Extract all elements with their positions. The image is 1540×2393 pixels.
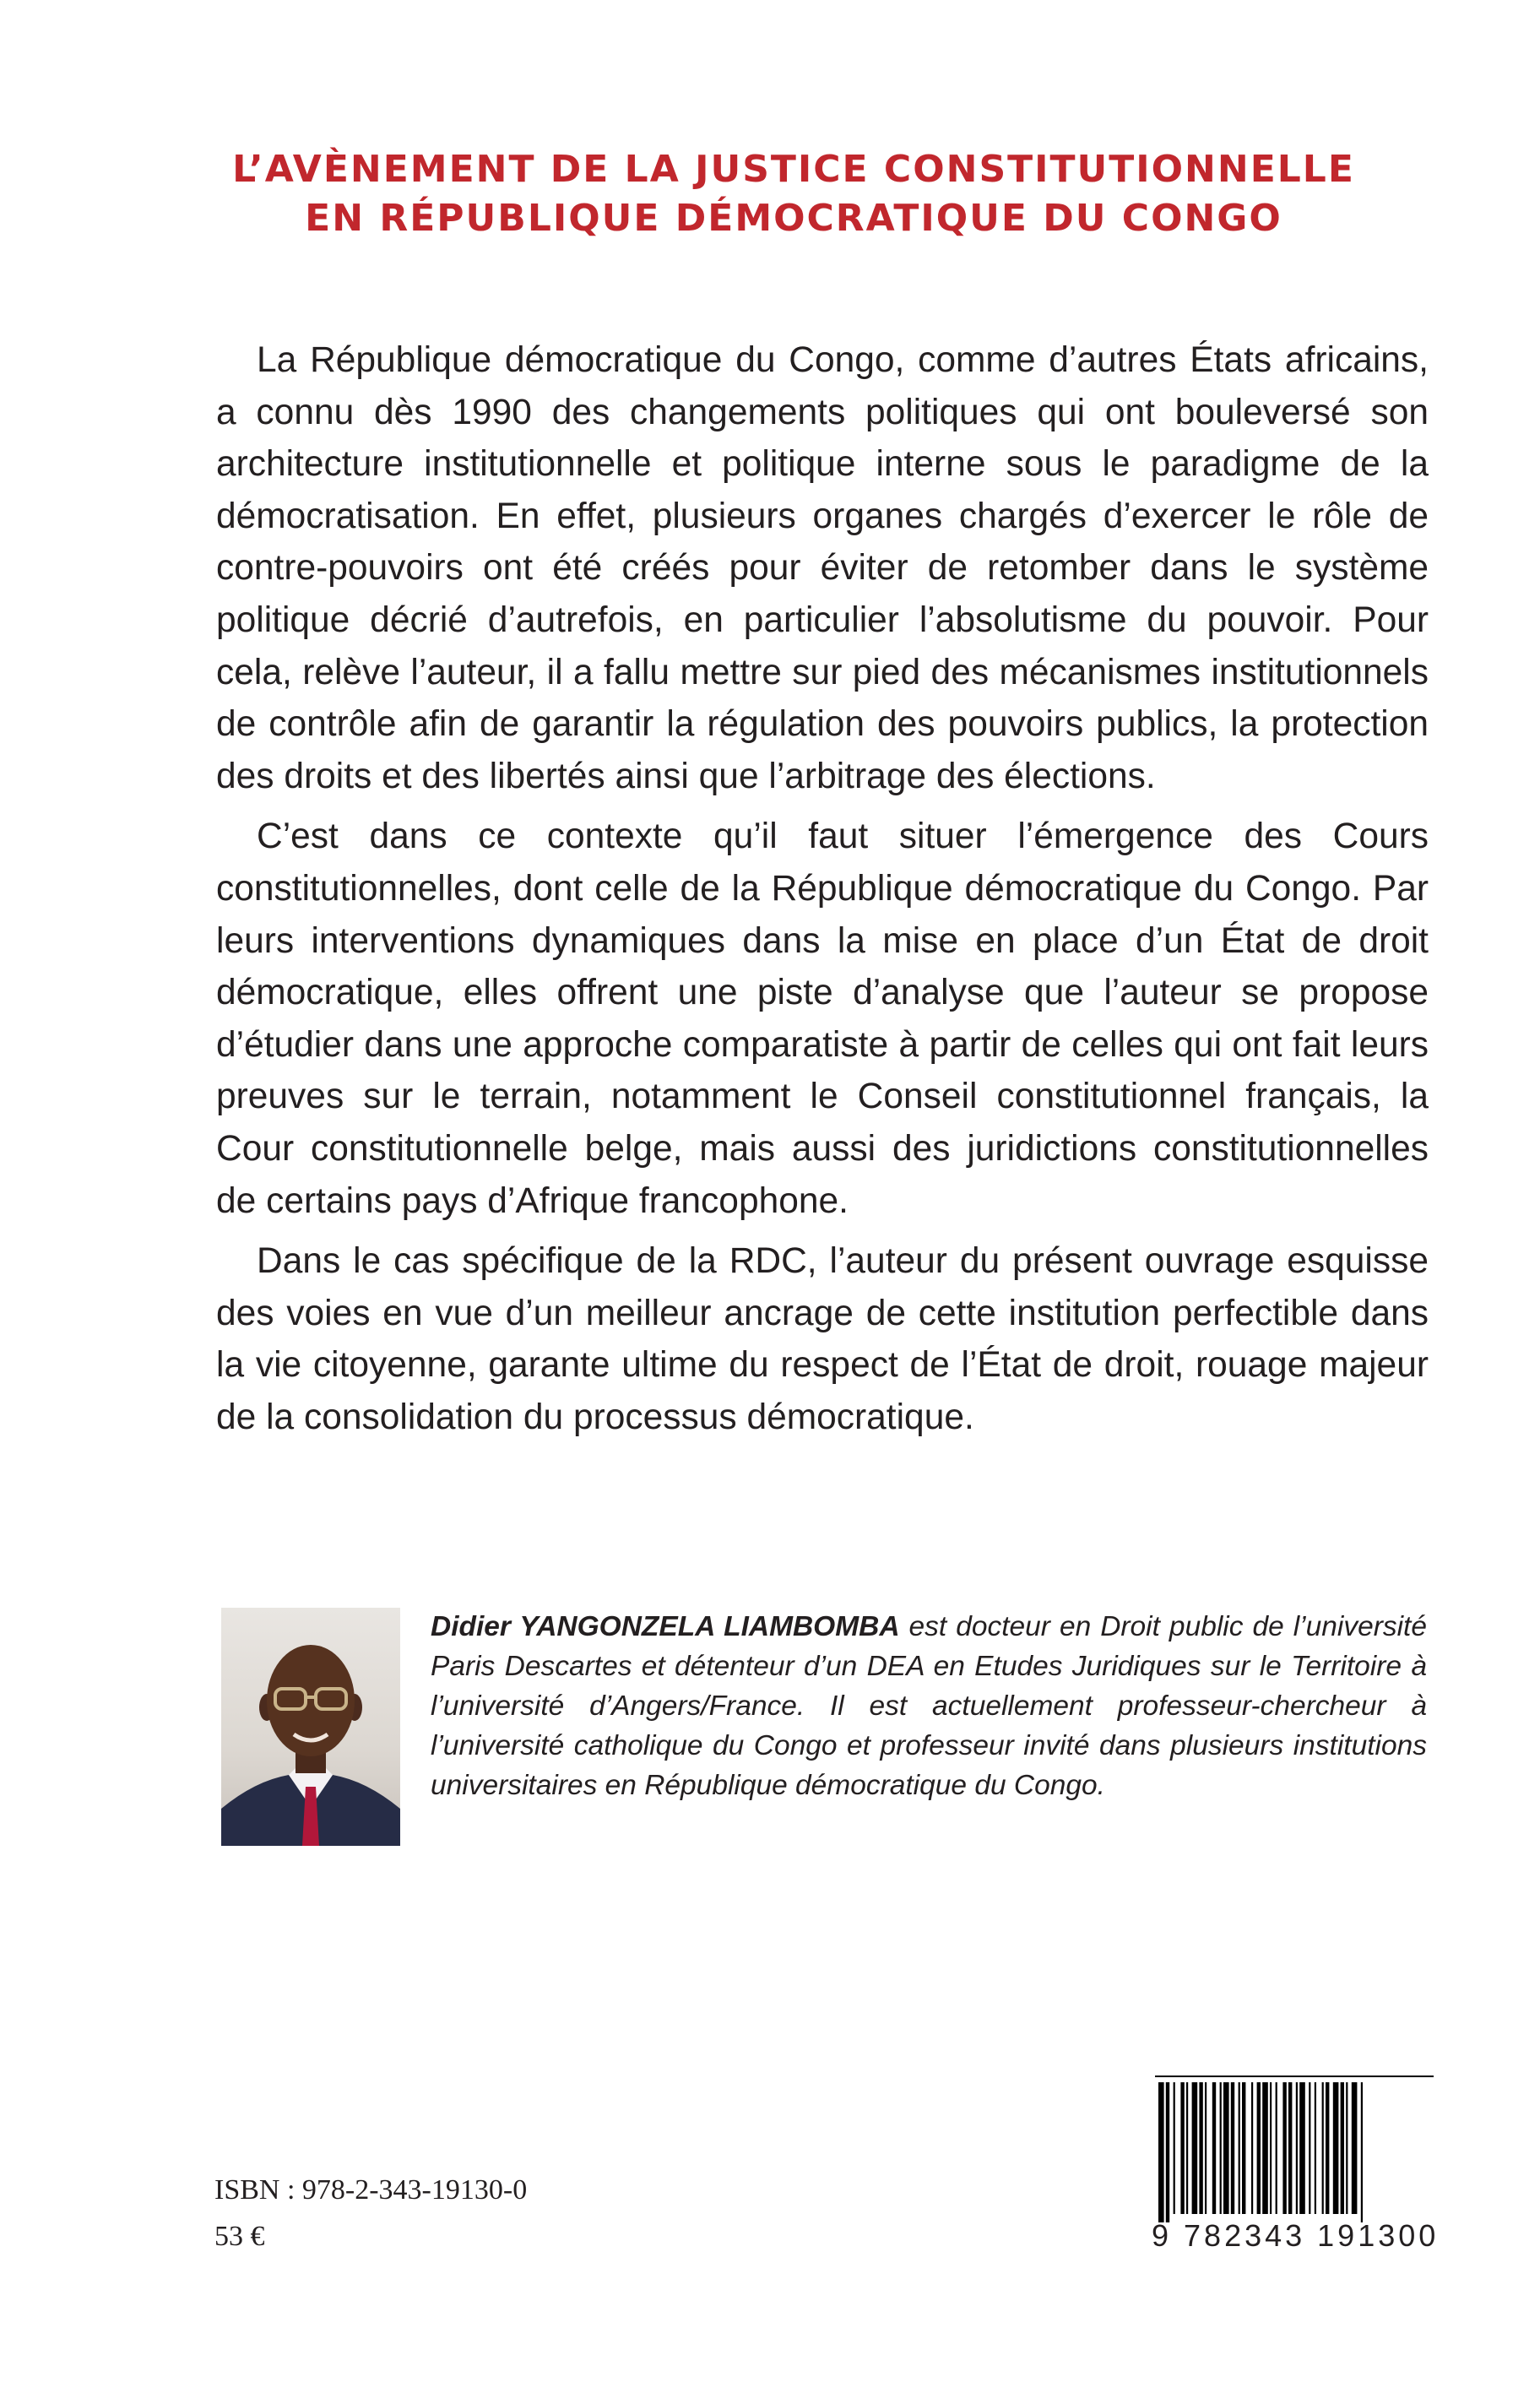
barcode-bar bbox=[1315, 2082, 1316, 2214]
blurb-paragraph-1: La République démocratique du Congo, comme d’autres États africains, a connu dès 1990 des changements politiques qui ont bouleversé son architecture institutionnelle et politique interne sous le paradigme de la démocratisation. En effet, plusieurs organes chargés d’exercer le rôle de contre-pouvoirs ont été créés pour éviter de retomber dans le système politique décrié d’autrefois, en particulier l’absolutisme du pouvoir. Pour cela, relève l’auteur, il a fallu mettre sur pied des mécanismes institutionnels de contrôle afin de garantir la régulation des pouvoirs publics, la protection des droits et des libertés ainsi que l’arbitrage des élections. bbox=[216, 340, 1429, 796]
author-bio bbox=[431, 1607, 1427, 1805]
blurb-paragraph-2: C’est dans ce contexte qu’il faut situer l’émergence des Cours constitutionnelles, dont celle de la République démocratique du Congo. Par leurs interventions dynamiques dans la mise en place d’un État de droit démocratique, elles offrent une piste d’analyse que l’auteur se propose d’étudier dans une approche comparatiste à partir de celles qui ont fait leurs preuves sur le terrain, notamment le Conseil constitutionnel français, la Cour constitutionnelle belge, mais aussi des juridictions constitutionnelles de certains pays d’Afrique francophone. bbox=[216, 817, 1429, 1221]
barcode-bar bbox=[1341, 2082, 1344, 2214]
barcode-bar bbox=[1174, 2082, 1175, 2214]
barcode-bar bbox=[1223, 2082, 1229, 2214]
barcode-bar bbox=[1346, 2082, 1348, 2214]
book-title bbox=[169, 145, 1418, 243]
barcode-bar bbox=[1239, 2082, 1240, 2214]
barcode-bar bbox=[1322, 2082, 1324, 2214]
barcode-bar bbox=[1288, 2082, 1292, 2214]
blurb-paragraph-3: Dans le cas spécifique de la RDC, l’auteur du présent ouvrage esquisse des voies en vue d’un meilleur ancrage de cette institution perfectible dans la vie citoyenne, garante ultime du respect de l’État de droit, rouage majeur de la consolidation du processus démocratique. bbox=[216, 1241, 1429, 1437]
barcode-bar bbox=[1166, 2082, 1169, 2222]
barcode-digits: 9 782343 191300 bbox=[1152, 2218, 1440, 2253]
barcode-bar bbox=[1192, 2082, 1198, 2214]
barcode-bar bbox=[1231, 2082, 1234, 2214]
barcode-bar bbox=[1251, 2082, 1253, 2214]
barcode-bar bbox=[1296, 2082, 1298, 2214]
book-title-line-2: EN RÉPUBLIQUE DÉMOCRATIQUE DU CONGO bbox=[305, 197, 1282, 240]
barcode-bar bbox=[1199, 2082, 1202, 2214]
author-bio-text: est docteur en Droit public de l’université Paris Descartes et détenteur d’un DEA en Etudes Juridiques sur le Territoire à l’université d’Angers/France. Il est actuellement professeur-chercheur à l’université catholique du Congo et professeur invité dans plusieurs institutions universitaires en République démocratique du Congo. bbox=[431, 1611, 1427, 1801]
barcode-bar bbox=[1242, 2082, 1245, 2214]
barcode-bar bbox=[1352, 2082, 1358, 2214]
barcode-bar bbox=[1282, 2082, 1286, 2214]
barcode-bar bbox=[1326, 2082, 1329, 2214]
barcode-bar bbox=[1205, 2082, 1207, 2214]
blurb bbox=[216, 334, 1429, 1443]
barcode-bar bbox=[1270, 2082, 1272, 2214]
barcode-bar bbox=[1186, 2082, 1188, 2214]
barcode-bar bbox=[1309, 2082, 1310, 2214]
barcode-bar bbox=[1180, 2082, 1184, 2214]
barcode-bar bbox=[1361, 2082, 1363, 2222]
barcode-bar bbox=[1276, 2082, 1277, 2214]
isbn: ISBN : 978-2-343-19130-0 bbox=[214, 2174, 528, 2206]
barcode-bar bbox=[1299, 2082, 1305, 2214]
barcode-bar bbox=[1262, 2082, 1268, 2214]
book-title-line-1: L’AVÈNEMENT DE LA JUSTICE CONSTITUTIONNELLE bbox=[232, 148, 1355, 191]
price: 53 € bbox=[214, 2221, 265, 2252]
barcode-bar bbox=[1220, 2082, 1222, 2214]
barcode-bar bbox=[1212, 2082, 1216, 2214]
barcode-bar bbox=[1333, 2082, 1339, 2214]
author-name: Didier YANGONZELA LIAMBOMBA bbox=[431, 1611, 900, 1642]
barcode-bar bbox=[1257, 2082, 1261, 2214]
barcode-bar bbox=[1158, 2082, 1164, 2222]
author-photo bbox=[221, 1608, 400, 1846]
